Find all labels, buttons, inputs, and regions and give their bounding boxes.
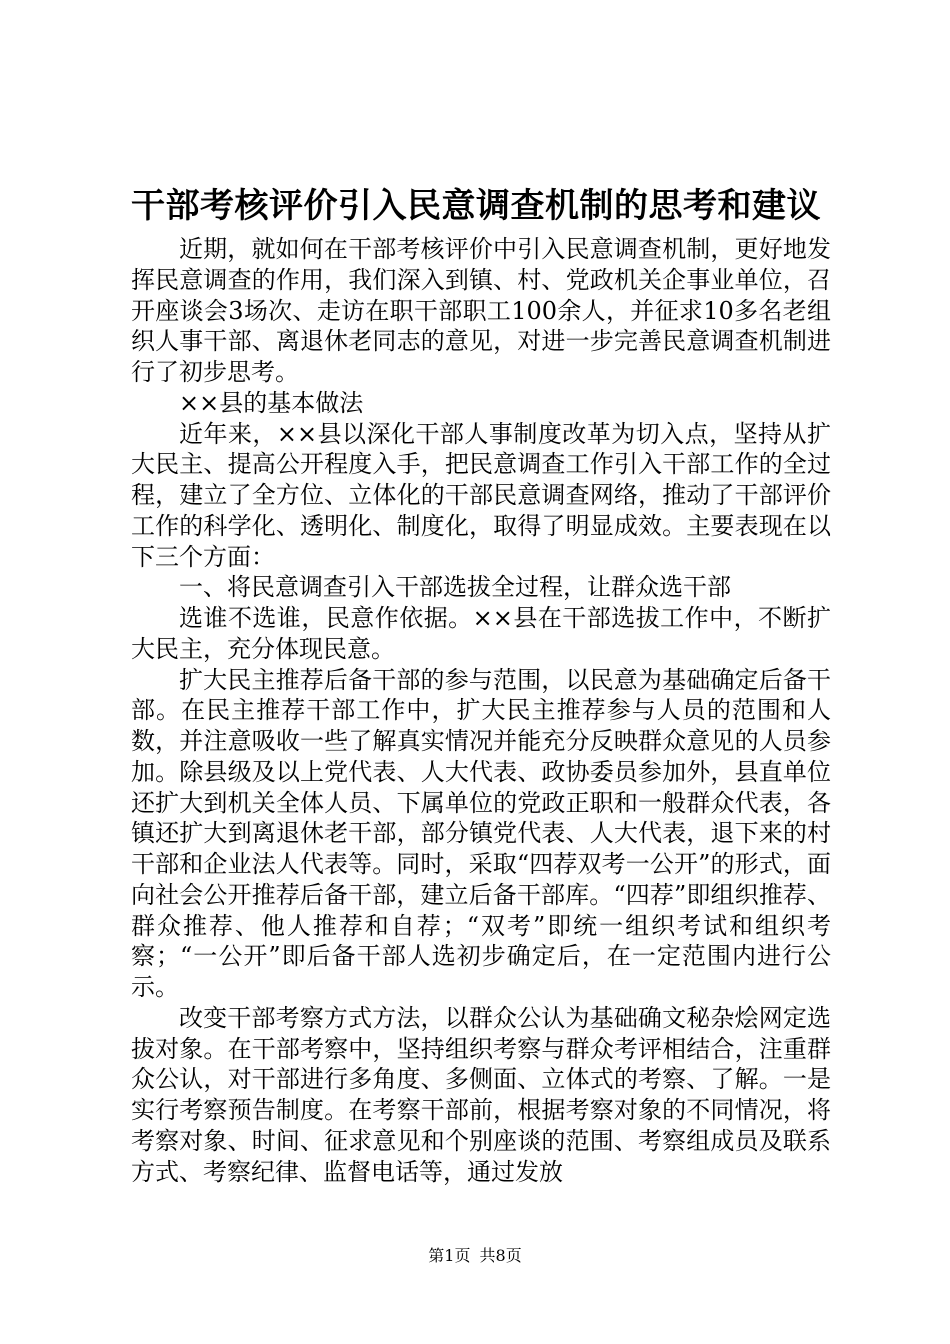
- paragraph: 改变干部考察方式方法，以群众公认为基础确文秘杂烩网定选拔对象。在干部考察中，坚持组织考察与群众考评相结合，注重群众公认，对干部进行多角度、多侧面、立体式的考察、了解。一是实行考察预告制度。在考察干部前，根据考察对象的不同情况，将考察对象、时间、征求意见和个别座谈的范围、考察组成员及联系方式、考察纪律、监督电话等，通过发放: [131, 1003, 831, 1186]
- paragraph: 近年来，××县以深化干部人事制度改革为切入点，坚持从扩大民主、提高公开程度入手，把民意调查工作引入干部工作的全过程，建立了全方位、立体化的干部民意调查网络，推动了干部评价工作的科学化、透明化、制度化，取得了明显成效。主要表现在以下三个方面：: [131, 419, 831, 571]
- section-heading: ××县的基本做法: [179, 388, 364, 417]
- page-number: 第1页: [428, 1246, 471, 1265]
- page-total: 共8页: [479, 1246, 522, 1265]
- paragraph: 近期，就如何在干部考核评价中引入民意调查机制，更好地发挥民意调查的作用，我们深入到镇、村、党政机关企事业单位，召开座谈会3场次、走访在职干部职工100余人，并征求10多名老组织人事干部、离退休老同志的意见，对进一步完善民意调查机制进行了初步思考。: [131, 235, 831, 386]
- paragraph: 选谁不选谁，民意作依据。××县在干部选拔工作中，不断扩大民主，充分体现民意。: [131, 604, 831, 663]
- section-heading: 一、将民意调查引入干部选拔全过程，让群众选干部: [179, 573, 731, 602]
- paragraph: 扩大民主推荐后备干部的参与范围，以民意为基础确定后备干部。在民主推荐干部工作中，扩大民主推荐参与人员的范围和人数，并注意吸收一些了解真实情况并能充分反映群众意见的人员参加。除县级及以上党代表、人大代表、政协委员参加外，县直单位还扩大到机关全体人员、下属单位的党政正职和一般群众代表，各镇还扩大到离退休老干部，部分镇党代表、人大代表，退下来的村干部和企业法人代表等。同时，采取“四荐双考一公开”的形式，面向社会公开推荐后备干部，建立后备干部库。“四荐”即组织推荐、群众推荐、他人推荐和自荐；“双考”即统一组织考试和组织考察；“一公开”即后备干部人选初步确定后，在一定范围内进行公示。: [131, 665, 831, 1001]
- page-footer: [0, 1246, 950, 1266]
- document-title: 干部考核评价引入民意调查机制的思考和建议: [131, 186, 821, 226]
- document-body: [131, 234, 831, 1187]
